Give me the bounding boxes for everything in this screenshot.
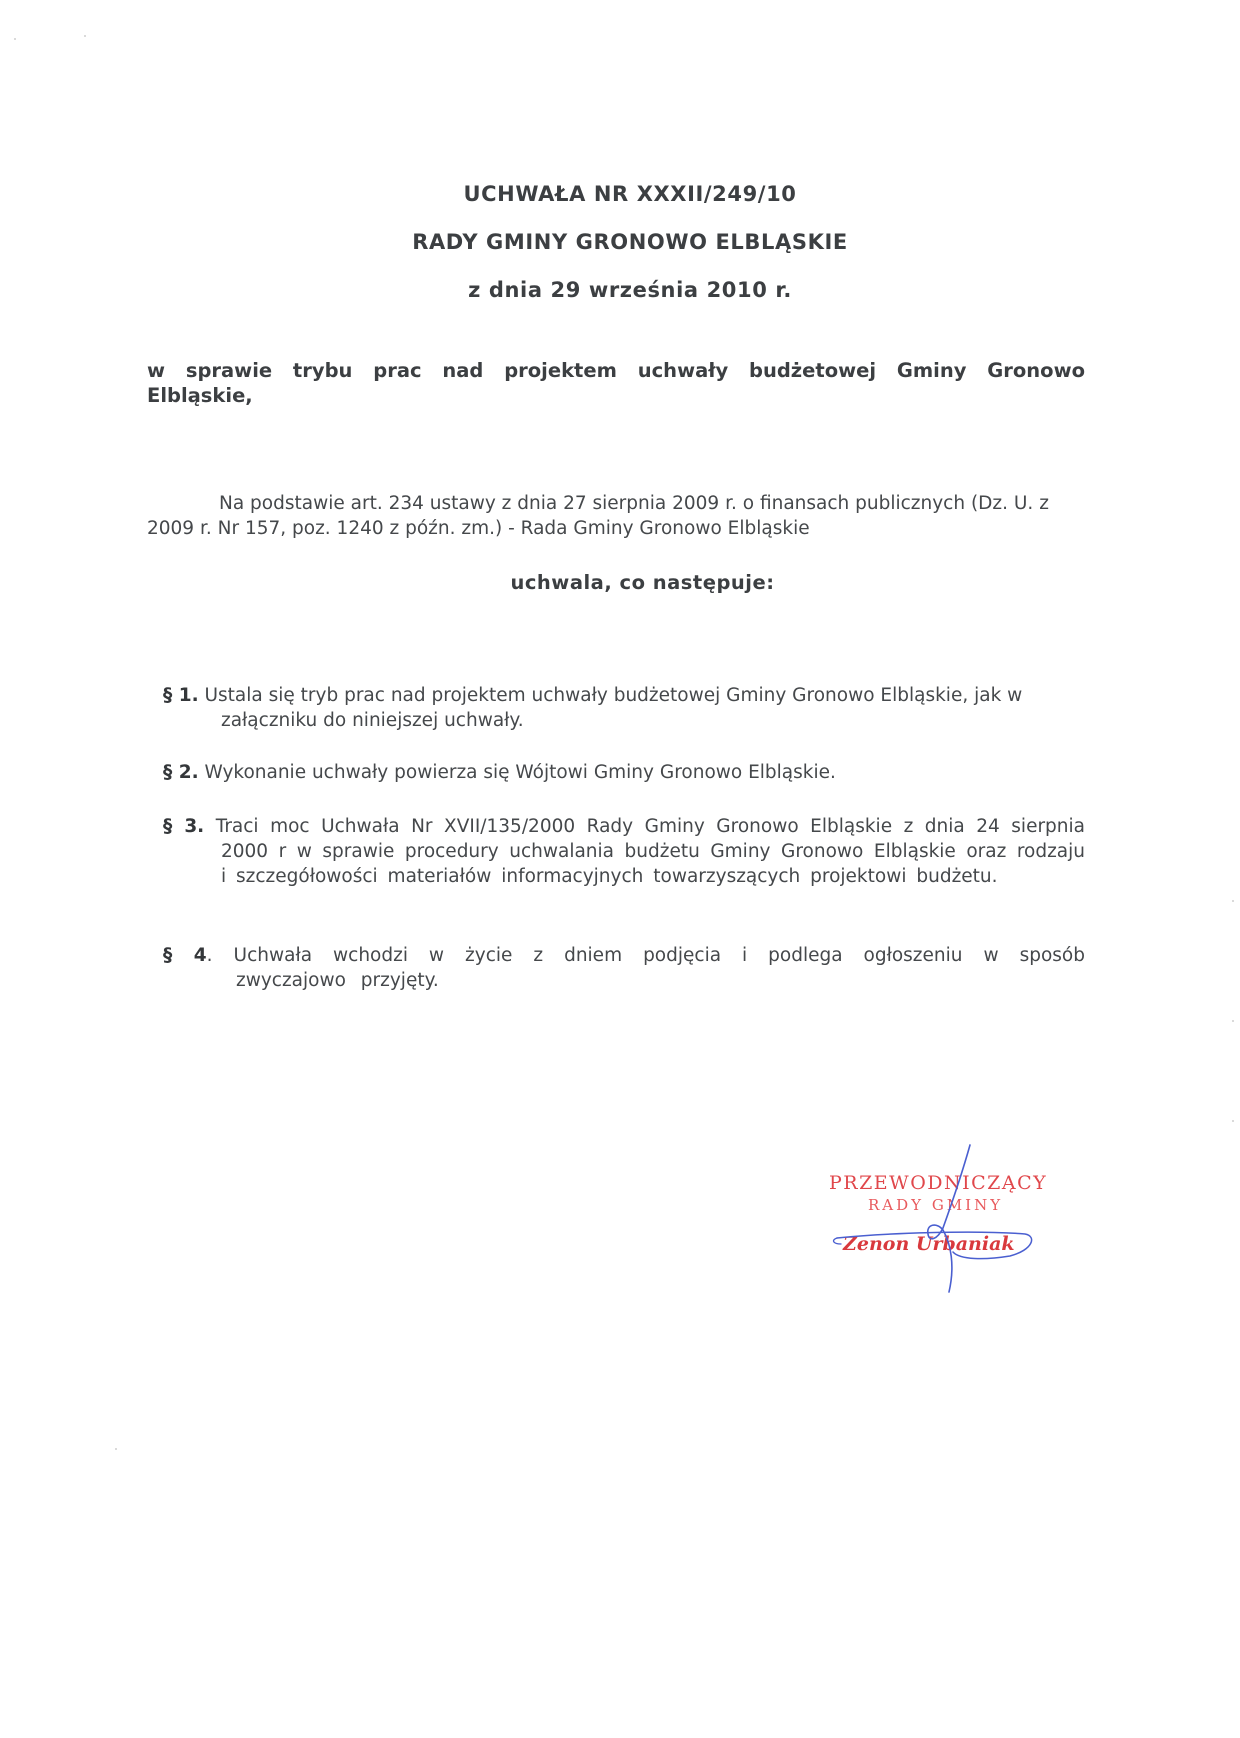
paragraph-text: Wykonanie uchwały powierza się Wójtowi Gminy Gronowo Elbląskie. xyxy=(204,762,836,783)
stamp-name: Zenon Urbaniak xyxy=(843,1233,1015,1255)
resolution-number: UCHWAŁA NR XXXII/249/10 xyxy=(463,182,797,206)
resolves-heading: uchwala, co następuje: xyxy=(510,571,775,594)
resolution-header xyxy=(0,170,1240,314)
paragraph-number: § 4 xyxy=(163,945,207,966)
paragraph-number: § 2. xyxy=(163,762,199,783)
legal-basis-text: Na podstawie art. 234 ustawy z dnia 27 sierpnia 2009 r. o finansach publicznych (Dz. U. z 2009 r. Nr 157, poz. 1240 z późn. zm.) - Rada Gminy Gronowo Elbląskie xyxy=(147,493,1049,539)
scan-artifact xyxy=(1232,900,1234,902)
paragraph-text: Ustala się tryb prac nad projektem uchwały budżetowej Gminy Gronowo Elbląskie, jak w załączniku do niniejszej uchwały. xyxy=(204,685,1023,731)
paragraph-3 xyxy=(163,814,1085,889)
stamp-subtitle: RADY GMINY xyxy=(868,1196,1004,1214)
paragraph-1 xyxy=(163,683,1085,733)
scan-artifact xyxy=(14,38,16,40)
scan-artifact xyxy=(1232,1120,1234,1122)
chairman-stamp xyxy=(825,1160,1055,1310)
stamp-title: PRZEWODNICZĄCY xyxy=(829,1172,1048,1194)
scan-artifact xyxy=(84,35,86,37)
paragraph-text: . Uchwała wchodzi w życie z dniem podjęcia i podlega ogłoszeniu w sposób zwyczajowo przyjęty. xyxy=(206,945,1085,991)
paragraph-number: § 1. xyxy=(163,685,199,706)
scan-artifact xyxy=(115,1448,117,1450)
resolution-date: z dnia 29 września 2010 r. xyxy=(468,278,792,302)
paragraph-2 xyxy=(163,760,1085,785)
paragraph-4 xyxy=(163,943,1085,993)
resolution-subject: w sprawie trybu prac nad projektem uchwały budżetowej Gminy Gronowo Elbląskie, xyxy=(147,359,1085,407)
legal-basis xyxy=(147,491,1085,541)
scan-artifact xyxy=(1232,1020,1234,1022)
paragraph-number: § 3. xyxy=(163,816,205,837)
council-name: RADY GMINY GRONOWO ELBLĄSKIE xyxy=(412,230,848,254)
paragraph-text: Traci moc Uchwała Nr XVII/135/2000 Rady Gminy Gronowo Elbląskie z dnia 24 sierpnia 2000 r w sprawie procedury uchwalania budżetu Gminy Gronowo Elbląskie oraz rodzaju i szczegółowości materiałów informacyjnych towarzyszących projektowi budżetu. xyxy=(215,816,1085,887)
